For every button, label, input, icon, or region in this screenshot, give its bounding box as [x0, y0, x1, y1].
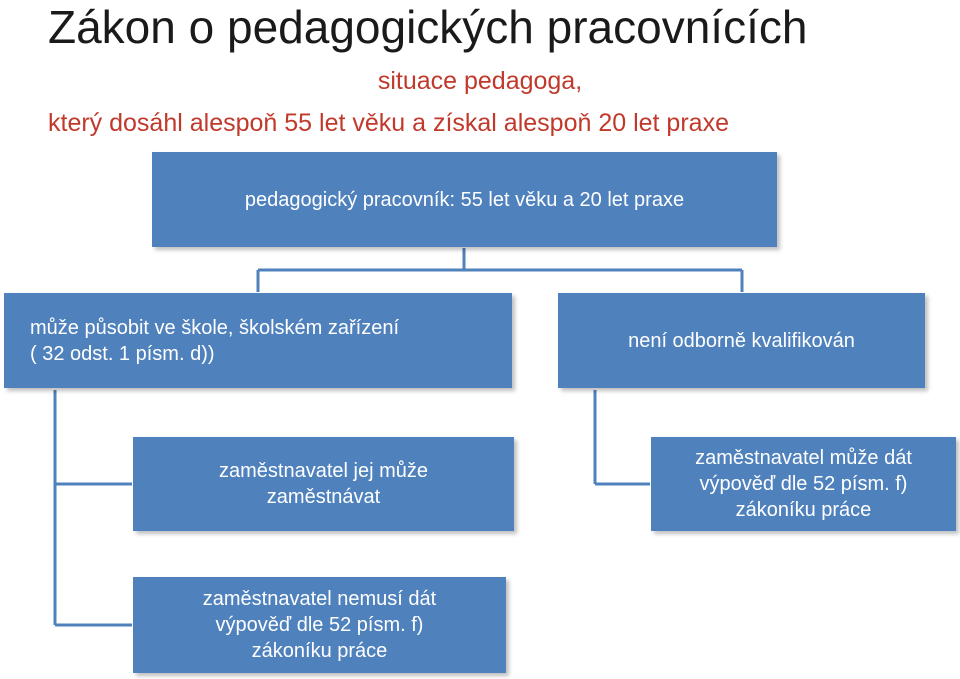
node-right-label: není odborně kvalifikován [628, 329, 855, 352]
node-right-child-1 [651, 437, 956, 531]
node-left-child-2-label: zaměstnavatel nemusí dát výpověď dle 52 písm. f) zákoníku práce [202, 588, 437, 662]
node-right-child-1-label: zaměstnavatel může dát výpověď dle 52 písm. f) zákoníku práce [695, 447, 912, 521]
node-left-child-2 [133, 577, 506, 673]
node-left-child-1 [133, 437, 514, 531]
page-title: Zákon o pedagogických pracovnících [48, 1, 808, 53]
node-right [558, 293, 925, 388]
node-left-child-1-label: zaměstnavatel jej může zaměstnávat [219, 460, 428, 508]
subtitle-line-2: který dosáhl alespoň 55 let věku a získal alespoň 20 let praxe [48, 109, 729, 137]
subtitle-line-1: situace pedagoga, [377, 67, 583, 95]
node-left-label: může působit ve škole, školském zařízení ( 32 odst. 1 písm. d)) [30, 316, 400, 365]
node-root [152, 152, 777, 247]
node-left [4, 293, 512, 388]
node-root-label: pedagogický pracovník: 55 let věku a 20 let praxe [244, 188, 685, 211]
